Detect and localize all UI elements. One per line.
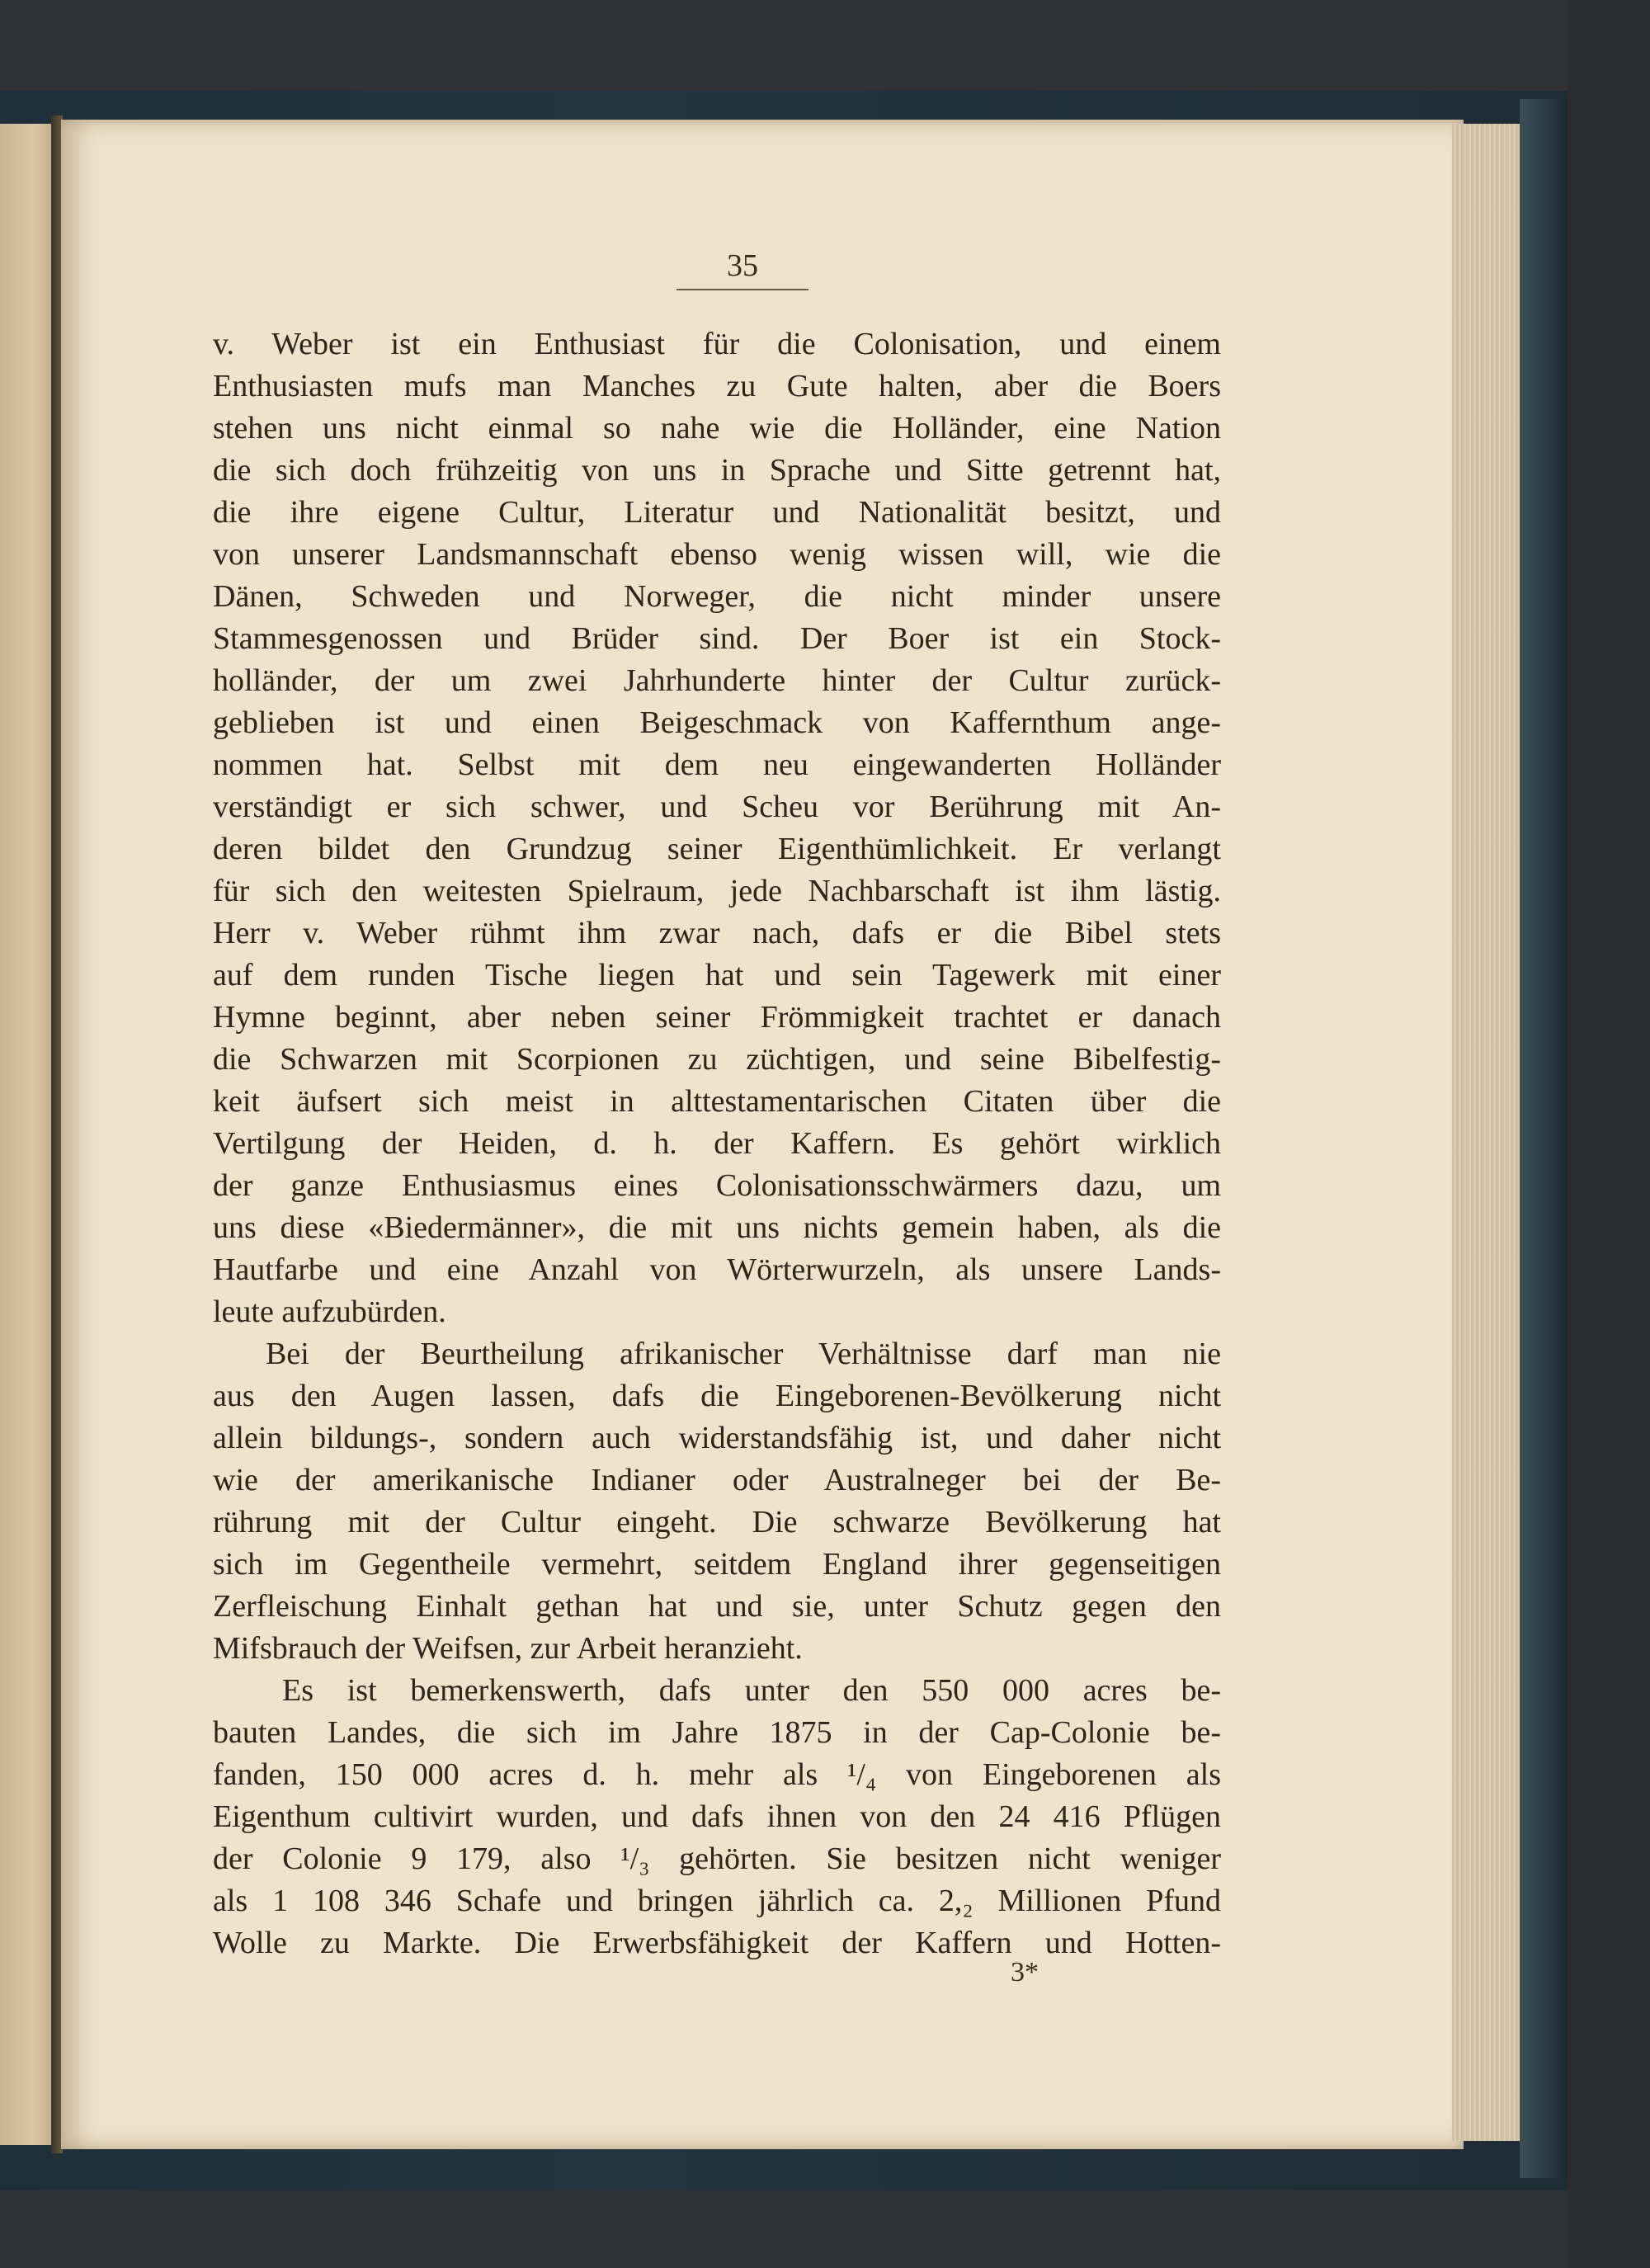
- text-line: die Schwarzen mit Scorpionen zu züchtigen, und seine Bibelfestig-: [213, 1042, 1221, 1077]
- left-page-edge: [0, 124, 58, 2145]
- text-line: sich im Gegentheile vermehrt, seitdem England ihrer gegenseitigen: [213, 1547, 1221, 1582]
- text-line: Enthusiasten mufs man Manches zu Gute halten, aber die Boers: [213, 369, 1221, 403]
- text-line: Vertilgung der Heiden, d. h. der Kaffern. Es gehört wirklich: [213, 1126, 1221, 1161]
- text-line: aus den Augen lassen, dafs die Eingeborenen-Bevölkerung nicht: [213, 1379, 1221, 1413]
- text-line: die ihre eigene Cultur, Literatur und Nationalität besitzt, und: [213, 495, 1221, 530]
- text-line: wie der amerikanische Indianer oder Australneger bei der Be-: [213, 1463, 1221, 1497]
- text-line: der ganze Enthusiasmus eines Colonisationsschwärmers dazu, um: [213, 1168, 1221, 1203]
- text-line: uns diese «Biedermänner», die mit uns nichts gemein haben, als die: [213, 1210, 1221, 1245]
- text-line: keit äufsert sich meist in alttestamentarischen Citaten über die: [213, 1084, 1221, 1119]
- text-line: geblieben ist und einen Beigeschmack von Kaffernthum ange-: [213, 705, 1221, 740]
- text-line: der Colonie 9 179, also ¹/₃ gehörten. Sie besitzen nicht weniger: [213, 1841, 1221, 1876]
- text-line: rührung mit der Cultur eingeht. Die schwarze Bevölkerung hat: [213, 1505, 1221, 1540]
- body-text: [213, 323, 1221, 1964]
- text-line: Dänen, Schweden und Norweger, die nicht minder unsere: [213, 579, 1221, 614]
- text-line: v. Weber ist ein Enthusiast für die Colonisation, und einem: [213, 327, 1221, 361]
- text-line: allein bildungs-, sondern auch widerstandsfähig ist, und daher nicht: [213, 1421, 1221, 1455]
- text-line: nommen hat. Selbst mit dem neu eingewanderten Holländer: [213, 747, 1221, 782]
- text-line: auf dem runden Tische liegen hat und sein Tagewerk mit einer: [213, 958, 1221, 993]
- signature-mark: 3*: [1011, 1957, 1039, 1987]
- text-line: als 1 108 346 Schafe und bringen jährlich ca. 2,₂ Millionen Pfund: [213, 1884, 1221, 1918]
- text-line: Eigenthum cultivirt wurden, und dafs ihnen von den 24 416 Pflügen: [213, 1799, 1221, 1834]
- scan-background: [1568, 0, 1650, 2268]
- text-line: von unserer Landsmannschaft ebenso wenig wissen will, wie die: [213, 537, 1221, 572]
- text-line: holländer, der um zwei Jahrhunderte hinter der Cultur zurück-: [213, 663, 1221, 698]
- text-line: fanden, 150 000 acres d. h. mehr als ¹/₄ von Eingeborenen als: [213, 1757, 1221, 1792]
- text-line: Bei der Beurtheilung afrikanischer Verhältnisse darf man nie: [266, 1337, 1221, 1371]
- text-line: Herr v. Weber rühmt ihm zwar nach, dafs er die Bibel stets: [213, 916, 1221, 950]
- text-line: deren bildet den Grundzug seiner Eigenthümlichkeit. Er verlangt: [213, 832, 1221, 866]
- text-line: Hautfarbe und eine Anzahl von Wörterwurzeln, als unsere Lands-: [213, 1252, 1221, 1287]
- text-line: bauten Landes, die sich im Jahre 1875 in der Cap-Colonie be-: [213, 1715, 1221, 1750]
- text-line: Zerfleischung Einhalt gethan hat und sie, unter Schutz gegen den: [213, 1589, 1221, 1624]
- page-number: 35: [676, 248, 808, 290]
- text-line: verständigt er sich schwer, und Scheu vor Berührung mit An-: [213, 790, 1221, 824]
- text-line: Mifsbrauch der Weifsen, zur Arbeit heranzieht.: [213, 1631, 803, 1666]
- cover-edge: [1520, 99, 1568, 2178]
- text-line: Stammesgenossen und Brüder sind. Der Boer ist ein Stock-: [213, 621, 1221, 656]
- text-line: stehen uns nicht einmal so nahe wie die Holländer, eine Nation: [213, 411, 1221, 446]
- text-line: Wolle zu Markte. Die Erwerbsfähigkeit der Kaffern und Hotten-: [213, 1926, 1221, 1960]
- text-line: die sich doch frühzeitig von uns in Sprache und Sitte getrennt hat,: [213, 453, 1221, 488]
- page-stack-edges: [1452, 124, 1520, 2141]
- text-line: Hymne beginnt, aber neben seiner Frömmigkeit trachtet er danach: [213, 1000, 1221, 1035]
- text-line: Es ist bemerkenswerth, dafs unter den 550 000 acres be-: [282, 1673, 1221, 1708]
- text-line: leute aufzubürden.: [213, 1294, 446, 1329]
- text-line: für sich den weitesten Spielraum, jede Nachbarschaft ist ihm lästig.: [213, 874, 1221, 908]
